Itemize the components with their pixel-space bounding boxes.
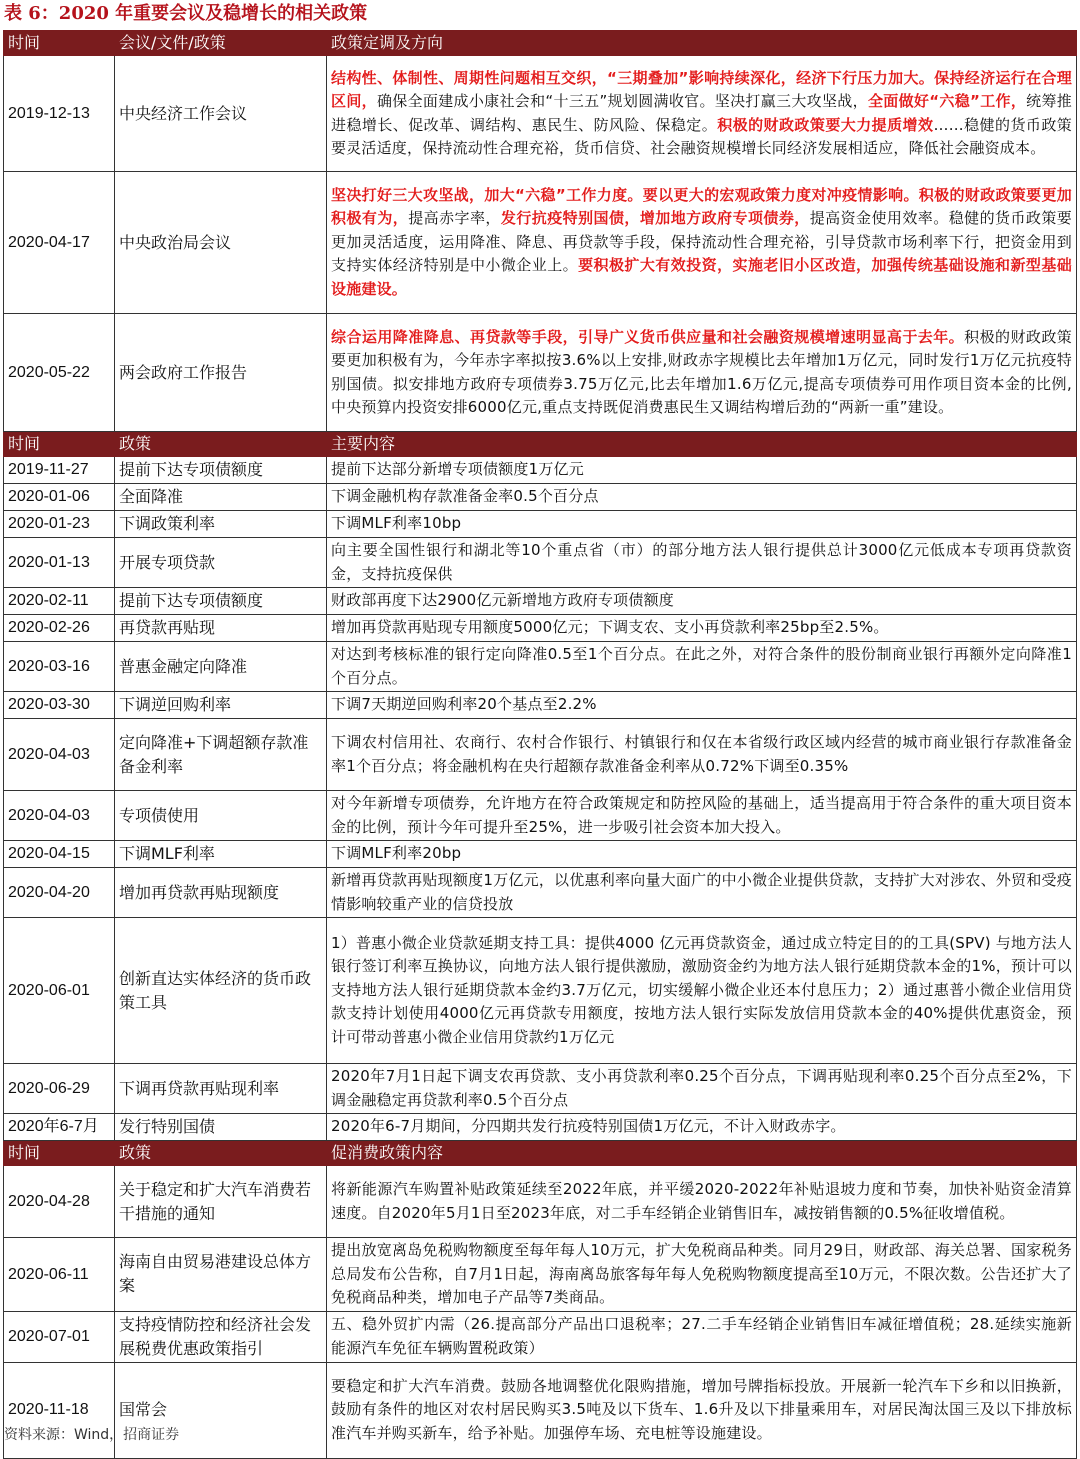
table-row: [4, 538, 1077, 588]
table-row: [4, 918, 1077, 1064]
content-text: 对达到考核标准的银行定向降准0.5至1个百分点。在此之外，对符合条件的股份制商业银行再额外定向降准1个百分点。: [331, 645, 1072, 687]
date-cell: 2020-05-22: [4, 314, 115, 432]
content-text: 新增再贷款再贴现额度1万亿元，以优惠利率向量大面广的中小微企业提供贷款，支持扩大对涉农、外贸和受疫情影响较重产业的信贷投放: [331, 871, 1072, 913]
date-cell: 2020-04-03: [4, 719, 115, 791]
policy-name-cell: 国常会: [115, 1362, 327, 1458]
date-cell: 2020-03-16: [4, 642, 115, 692]
highlighted-text: 要积极扩大有效投资，实施老旧小区改造，加强传统基础设施和新型基础设施建设。: [331, 256, 1073, 298]
policy-name-cell: 创新直达实体经济的货币政策工具: [115, 918, 327, 1064]
policy-name-cell: 下调逆回购利率: [115, 692, 327, 719]
date-cell: 2020-04-28: [4, 1166, 115, 1238]
content-cell: [327, 1064, 1077, 1114]
content-text: 提出放宽离岛免税购物额度至每年每人10万元，扩大免税商品种类。同月29日，财政部、海关总署、国家税务总局发布公告称，自7月1日起，海南离岛旅客每年每人免税购物额度提高至10万元，不限次数。公告还扩大了免税商品种类，增加电子产品等7类商品。: [331, 1241, 1072, 1306]
table-row: [4, 692, 1077, 719]
table-row: [4, 511, 1077, 538]
date-cell: 2020-03-30: [4, 692, 115, 719]
table-row: [4, 615, 1077, 642]
content-text: 2020年7月1日起下调支农再贷款、支小再贷款利率0.25个百分点，下调再贴现利率0.25个百分点至2%，下调金融稳定再贷款利率0.5个百分点: [331, 1067, 1072, 1109]
content-text: 提前下达部分新增专项债额度1万亿元: [331, 460, 584, 479]
date-cell: 2020-06-11: [4, 1238, 115, 1312]
content-text: 向主要全国性银行和湖北等10个重点省（市）的部分地方法人银行提供总计3000亿元低成本专项再贷款资金，支持抗疫保供: [331, 541, 1072, 583]
content-text: 积极的财政政策要更加积极有为，今年赤字率拟按3.6%以上安排,财政赤字规模比去年增加1万亿元，同时发行1万亿元抗疫特别国债。拟安排地方政府专项债券3.75万亿元,比去年增加1.6万亿元,提高专项债券可用作项目资本金的比例,中央预算内投资安排6000亿元,重点支持既促消费惠民生又调结构增后劲的“两新一重”建设。: [331, 327, 1072, 416]
policy-name-cell: 海南自由贸易港建设总体方案: [115, 1238, 327, 1312]
content-text: 下调金融机构存款准备金率0.5个百分点: [331, 487, 599, 506]
content-cell: [327, 484, 1077, 511]
policy-name-cell: 下调政策利率: [115, 511, 327, 538]
policy-name-cell: 两会政府工作报告: [115, 314, 327, 432]
date-cell: 2020-04-03: [4, 791, 115, 841]
content-text: 提高资金使用效率。稳健的货币政策要更加灵活适度，运用降准、降息、再贷款等手段，保持流动性合理充裕，引导贷款市场利率下行，把资金用到支持实体经济特别是中小微企业上。: [331, 209, 1072, 275]
policy-name-cell: 全面降准: [115, 484, 327, 511]
highlighted-text: 综合运用降准降息、再贷款等手段，引导广义货币供应量和社会融资规模增速明显高于去年。: [331, 327, 965, 346]
policy-table: [3, 30, 1077, 1459]
date-cell: 2020-04-15: [4, 841, 115, 868]
policy-name-cell: 下调MLF利率: [115, 841, 327, 868]
content-cell: [327, 511, 1077, 538]
content-text: 下调MLF利率10bp: [331, 514, 462, 533]
policy-name-cell: 提前下达专项债额度: [115, 588, 327, 615]
policy-name-cell: 中央政治局会议: [115, 172, 327, 314]
table-row: [4, 172, 1077, 314]
section-header: [4, 1141, 1077, 1166]
policy-name-cell: 关于稳定和扩大汽车消费若干措施的通知: [115, 1166, 327, 1238]
date-cell: 2020-07-01: [4, 1311, 115, 1362]
policy-name-cell: 普惠金融定向降准: [115, 642, 327, 692]
content-cell: [327, 719, 1077, 791]
content-text: 将新能源汽车购置补贴政策延续至2022年底，并平缓2020-2022年补贴退坡力度和节奏，加快补贴资金清算速度。自2020年5月1日至2023年底，对二手车经销企业销售旧车，减按销售额的0.5%征收增值税。: [331, 1180, 1072, 1222]
content-text: 要稳定和扩大汽车消费。鼓励各地调整优化限购措施，增加号牌指标投放。开展新一轮汽车下乡和以旧换新，鼓励有条件的地区对农村居民购买3.5吨及以下货车、1.6升及以下排量乘用车，对居民淘汰国三及以下排放标准汽车并购买新车，给予补贴。加强停车场、充电桩等设施建设。: [331, 1376, 1072, 1442]
header-date: 时间: [4, 31, 115, 56]
content-text: 增加再贷款再贴现专用额度5000亿元；下调支农、支小再贷款利率25bp至2.5%。: [331, 618, 889, 637]
content-text: 统筹推进稳增长、促改革、调结构、惠民生、防风险、保稳定。: [331, 92, 1072, 134]
header-content: 政策定调及方向: [327, 31, 1077, 56]
table-row: [4, 588, 1077, 615]
content-cell: [327, 56, 1077, 172]
header-policy: 会议/文件/政策: [115, 31, 327, 56]
highlighted-text: 结构性、体制性、周期性问题相互交织，“三期叠加”影响持续深化，经济下行压力加大。保持经济运行在合理区间，: [331, 68, 1072, 110]
policy-name-cell: 支持疫情防控和经济社会发展税费优惠政策指引: [115, 1311, 327, 1362]
content-cell: [327, 1311, 1077, 1362]
content-cell: [327, 314, 1077, 432]
header-date: 时间: [4, 1141, 115, 1166]
date-cell: 2020-06-01: [4, 918, 115, 1064]
date-cell: 2020-04-17: [4, 172, 115, 314]
content-cell: [327, 692, 1077, 719]
date-cell: 2020-02-11: [4, 588, 115, 615]
content-cell: [327, 588, 1077, 615]
policy-name-cell: 定向降准+下调超额存款准备金利率: [115, 719, 327, 791]
content-cell: [327, 1238, 1077, 1312]
policy-name-cell: 下调再贷款再贴现利率: [115, 1064, 327, 1114]
header-date: 时间: [4, 432, 115, 457]
header-policy: 政策: [115, 432, 327, 457]
table-row: [4, 642, 1077, 692]
table-row: [4, 1166, 1077, 1238]
table-row: [4, 1114, 1077, 1141]
date-cell: 2020年6-7月: [4, 1114, 115, 1141]
date-cell: 2019-12-13: [4, 56, 115, 172]
table-row: [4, 719, 1077, 791]
content-cell: [327, 841, 1077, 868]
policy-name-cell: 专项债使用: [115, 791, 327, 841]
content-text: 五、稳外贸扩内需（26.提高部分产品出口退税率；27.二手车经销企业销售旧车减征增值税；28.延续实施新能源汽车免征车辆购置税政策）: [331, 1315, 1072, 1357]
content-text: 提高赤字率，: [408, 209, 501, 228]
content-text: 下调MLF利率20bp: [331, 844, 462, 863]
content-cell: [327, 1114, 1077, 1141]
content-cell: [327, 642, 1077, 692]
content-text: ……稳健的货币政策要灵活适度，保持流动性合理充裕，货币信贷、社会融资规模增长同经济发展相适应，降低社会融资成本。: [331, 115, 1072, 157]
content-cell: [327, 457, 1077, 484]
table-row: [4, 791, 1077, 841]
highlighted-text: 积极的财政政策要大力提质增效: [717, 115, 934, 134]
policy-name-cell: 提前下达专项债额度: [115, 457, 327, 484]
content-text: 确保全面建成小康社会和“十三五”规划圆满收官。坚决打赢三大攻坚战，: [376, 92, 868, 110]
policy-name-cell: 发行特别国债: [115, 1114, 327, 1141]
policy-name-cell: 开展专项贷款: [115, 538, 327, 588]
content-cell: [327, 538, 1077, 588]
table-row: [4, 1238, 1077, 1312]
content-text: 下调农村信用社、农商行、农村合作银行、村镇银行和仅在本省级行政区域内经营的城市商业银行存款准备金率1个百分点；将金融机构在央行超额存款准备金利率从0.72%下调至0.35%: [331, 733, 1072, 775]
table-row: [4, 1064, 1077, 1114]
date-cell: 2020-01-13: [4, 538, 115, 588]
table-row: [4, 841, 1077, 868]
table-row: [4, 484, 1077, 511]
content-cell: [327, 172, 1077, 314]
highlighted-text: 发行抗疫特别国债，增加地方政府专项债券，: [500, 209, 810, 228]
content-cell: [327, 615, 1077, 642]
content-text: 对今年新增专项债券，允许地方在符合政策规定和防控风险的基础上，适当提高用于符合条件的重大项目资本金的比例，预计今年可提升至25%，进一步吸引社会资本加大投入。: [331, 794, 1072, 836]
table-row: [4, 56, 1077, 172]
content-cell: [327, 918, 1077, 1064]
table-row: [4, 314, 1077, 432]
highlighted-text: 全面做好“六稳”工作，: [867, 92, 1027, 110]
source-note: 资料来源：Wind，招商证券: [4, 1427, 180, 1443]
date-cell: 2020-06-29: [4, 1064, 115, 1114]
content-text: 下调7天期逆回购利率20个基点至2.2%: [331, 695, 597, 714]
table-row: [4, 868, 1077, 918]
policy-name-cell: 增加再贷款再贴现额度: [115, 868, 327, 918]
table-row: [4, 457, 1077, 484]
date-cell: 2020-04-20: [4, 868, 115, 918]
date-cell: 2020-01-06: [4, 484, 115, 511]
table-row: [4, 1311, 1077, 1362]
header-content: 促消费政策内容: [327, 1141, 1077, 1166]
content-cell: [327, 791, 1077, 841]
content-text: 2020年6-7月期间，分四期共发行抗疫特别国债1万亿元，不计入财政赤字。: [331, 1117, 846, 1136]
date-cell: 2020-01-23: [4, 511, 115, 538]
content-text: 财政部再度下达2900亿元新增地方政府专项债额度: [331, 591, 674, 610]
section-header: [4, 31, 1077, 56]
content-cell: [327, 868, 1077, 918]
table-title: 表 6：2020 年重要会议及稳增长的相关政策: [4, 3, 368, 24]
date-cell: 2020-11-18: [4, 1362, 115, 1458]
content-cell: [327, 1166, 1077, 1238]
date-cell: 2019-11-27: [4, 457, 115, 484]
highlighted-text: 坚决打好三大攻坚战，加大“六稳”工作力度。要以更大的宏观政策力度对冲疫情影响。积极的财政政策要更加积极有为，: [331, 185, 1072, 228]
date-cell: 2020-02-26: [4, 615, 115, 642]
section-header: [4, 432, 1077, 457]
policy-name-cell: 中央经济工作会议: [115, 56, 327, 172]
policy-name-cell: 再贷款再贴现: [115, 615, 327, 642]
header-content: 主要内容: [327, 432, 1077, 457]
content-text: 1）普惠小微企业贷款延期支持工具：提供4000 亿元再贷款资金，通过成立特定目的的工具(SPV) 与地方法人银行签订利率互换协议，向地方法人银行提供激励，激励资金约为地方法人银行延期贷款本金的1%，预计可以支持地方法人银行延期贷款本金约3.7万亿元，切实缓解小微企业还本付息压力；2）通过惠普小微企业信用贷款支持计划使用4000亿元再贷款专用额度，按地方法人银行实际发放信用贷款本金的40%提供优惠资金，预计可带动普惠小微企业信用贷款约1万亿元: [331, 933, 1072, 1046]
content-cell: [327, 1362, 1077, 1458]
header-policy: 政策: [115, 1141, 327, 1166]
